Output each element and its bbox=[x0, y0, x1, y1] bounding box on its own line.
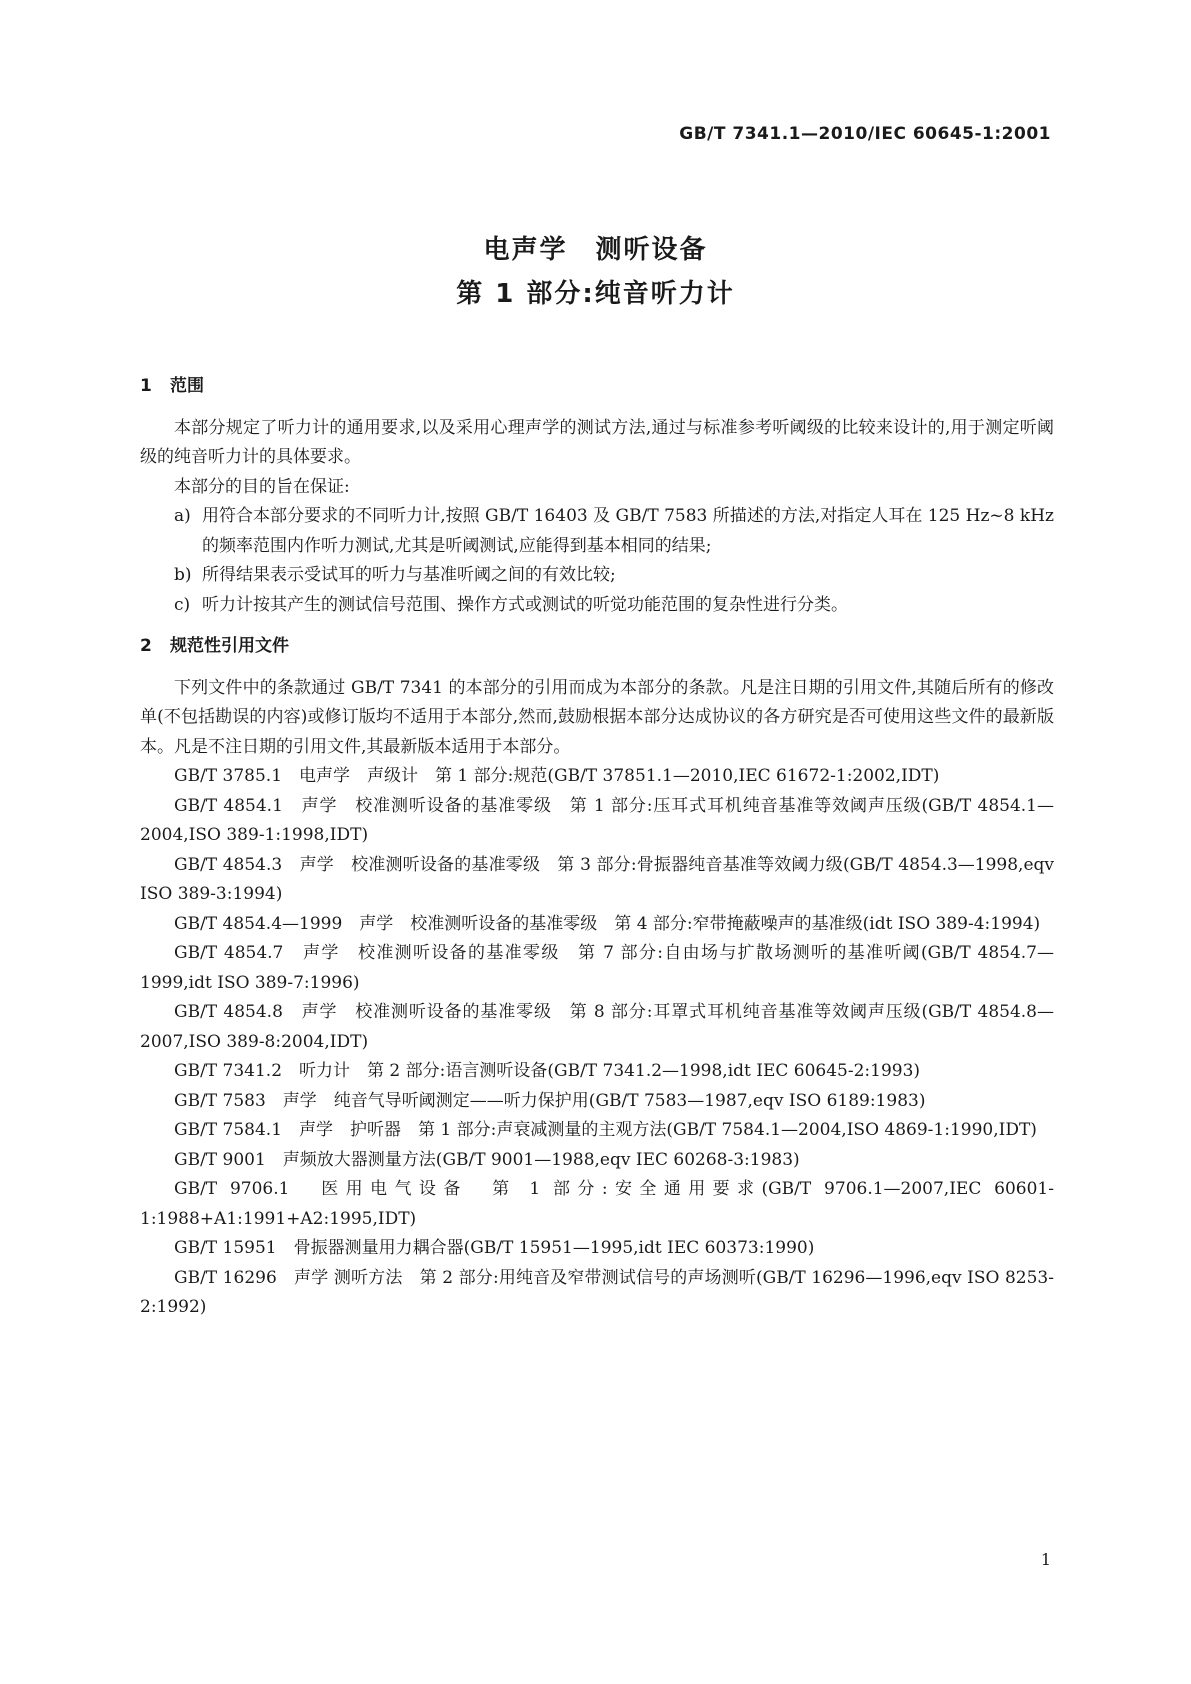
reference-entry: GB/T 4854.7 声学 校准测听设备的基准零级 第 7 部分:自由场与扩散场测听的基准听阈(GB/T 4854.7—1999,idt ISO 389-7:1996) bbox=[140, 943, 1054, 993]
title-line-1: 电声学 测听设备 bbox=[483, 235, 708, 265]
reference-entry: GB/T 9706.1 医用电气设备 第 1 部分:安全通用要求(GB/T 9706.1—2007,IEC 60601-1:1988+A1:1991+A2:1995,IDT) bbox=[140, 1179, 1054, 1229]
title-line-2: 第 1 部分:纯音听力计 bbox=[456, 279, 735, 309]
list-item bbox=[140, 561, 1054, 591]
list-item bbox=[140, 502, 1054, 561]
section-2-intro: 下列文件中的条款通过 GB/T 7341 的本部分的引用而成为本部分的条款。凡是注日期的引用文件,其随后所有的修改单(不包括勘误的内容)或修订版均不适用于本部分,然而,鼓励根据本部分达成协议的各方研究是否可使用这些文件的最新版本。凡是不注日期的引用文件,其最新版本适用于本部分。 bbox=[140, 677, 1054, 757]
section-1-number: 1 bbox=[140, 376, 152, 396]
list-marker: b) bbox=[174, 565, 192, 585]
reference-entry: GB/T 3785.1 电声学 声级计 第 1 部分:规范(GB/T 37851.1—2010,IEC 61672-1:2002,IDT) bbox=[174, 766, 940, 786]
list-item-text: 听力计按其产生的测试信号范围、操作方式或测试的听觉功能范围的复杂性进行分类。 bbox=[202, 594, 848, 615]
reference-entry: GB/T 4854.4—1999 声学 校准测听设备的基准零级 第 4 部分:窄带掩蔽噪声的基准级(idt ISO 389-4:1994) bbox=[174, 913, 1041, 934]
section-2-number: 2 bbox=[140, 636, 152, 656]
section-1-heading bbox=[140, 372, 1054, 402]
reference-entry: GB/T 7583 声学 纯音气导听阈测定——听力保护用(GB/T 7583—1987,eqv ISO 6189:1983) bbox=[174, 1090, 926, 1111]
reference-entry: GB/T 4854.8 声学 校准测听设备的基准零级 第 8 部分:耳罩式耳机纯音基准等效阈声压级(GB/T 4854.8—2007,ISO 389-8:2004,IDT) bbox=[140, 1002, 1054, 1052]
reference-entry: GB/T 16296 声学 测听方法 第 2 部分:用纯音及窄带测试信号的声场测听(GB/T 16296—1996,eqv ISO 8253-2:1992) bbox=[140, 1267, 1054, 1317]
list-marker: a) bbox=[174, 506, 191, 526]
document-body bbox=[140, 372, 1054, 1323]
reference-entry: GB/T 4854.3 声学 校准测听设备的基准零级 第 3 部分:骨振器纯音基准等效阈力级(GB/T 4854.3—1998,eqv ISO 389-3:1994) bbox=[140, 854, 1054, 904]
section-1-title: 范围 bbox=[170, 376, 204, 396]
list-item bbox=[140, 591, 1054, 621]
list-item-text: 用符合本部分要求的不同听力计,按照 GB/T 16403 及 GB/T 7583 所描述的方法,对指定人耳在 125 Hz~8 kHz 的频率范围内作听力测试,尤其是听阈测试,应能得到基本相同的结果; bbox=[202, 506, 1054, 556]
reference-entry: GB/T 7584.1 声学 护听器 第 1 部分:声衰减测量的主观方法(GB/T 7584.1—2004,ISO 4869-1:1990,IDT) bbox=[174, 1120, 1037, 1140]
document-title bbox=[0, 228, 1191, 316]
standard-code: GB/T 7341.1—2010/IEC 60645-1:2001 bbox=[679, 124, 1051, 144]
reference-entry: GB/T 7341.2 听力计 第 2 部分:语言测听设备(GB/T 7341.2—1998,idt IEC 60645-2:1993) bbox=[174, 1061, 921, 1081]
section-1-paragraph: 本部分规定了听力计的通用要求,以及采用心理声学的测试方法,通过与标准参考听阈级的比较来设计的,用于测定听阈级的纯音听力计的具体要求。 bbox=[140, 417, 1054, 467]
page-number: 1 bbox=[1040, 1550, 1051, 1569]
section-2-heading bbox=[140, 632, 1054, 662]
list-marker: c) bbox=[174, 594, 191, 615]
section-1-paragraph: 本部分的目的旨在保证: bbox=[174, 476, 350, 497]
list-item-text: 所得结果表示受试耳的听力与基准听阈之间的有效比较; bbox=[202, 565, 616, 585]
section-2-title: 规范性引用文件 bbox=[170, 636, 289, 656]
reference-entry: GB/T 9001 声频放大器测量方法(GB/T 9001—1988,eqv IEC 60268-3:1983) bbox=[174, 1149, 800, 1170]
reference-entry: GB/T 15951 骨振器测量用力耦合器(GB/T 15951—1995,idt IEC 60373:1990) bbox=[174, 1238, 815, 1258]
reference-entry: GB/T 4854.1 声学 校准测听设备的基准零级 第 1 部分:压耳式耳机纯音基准等效阈声压级(GB/T 4854.1—2004,ISO 389-1:1998,IDT) bbox=[140, 795, 1054, 845]
